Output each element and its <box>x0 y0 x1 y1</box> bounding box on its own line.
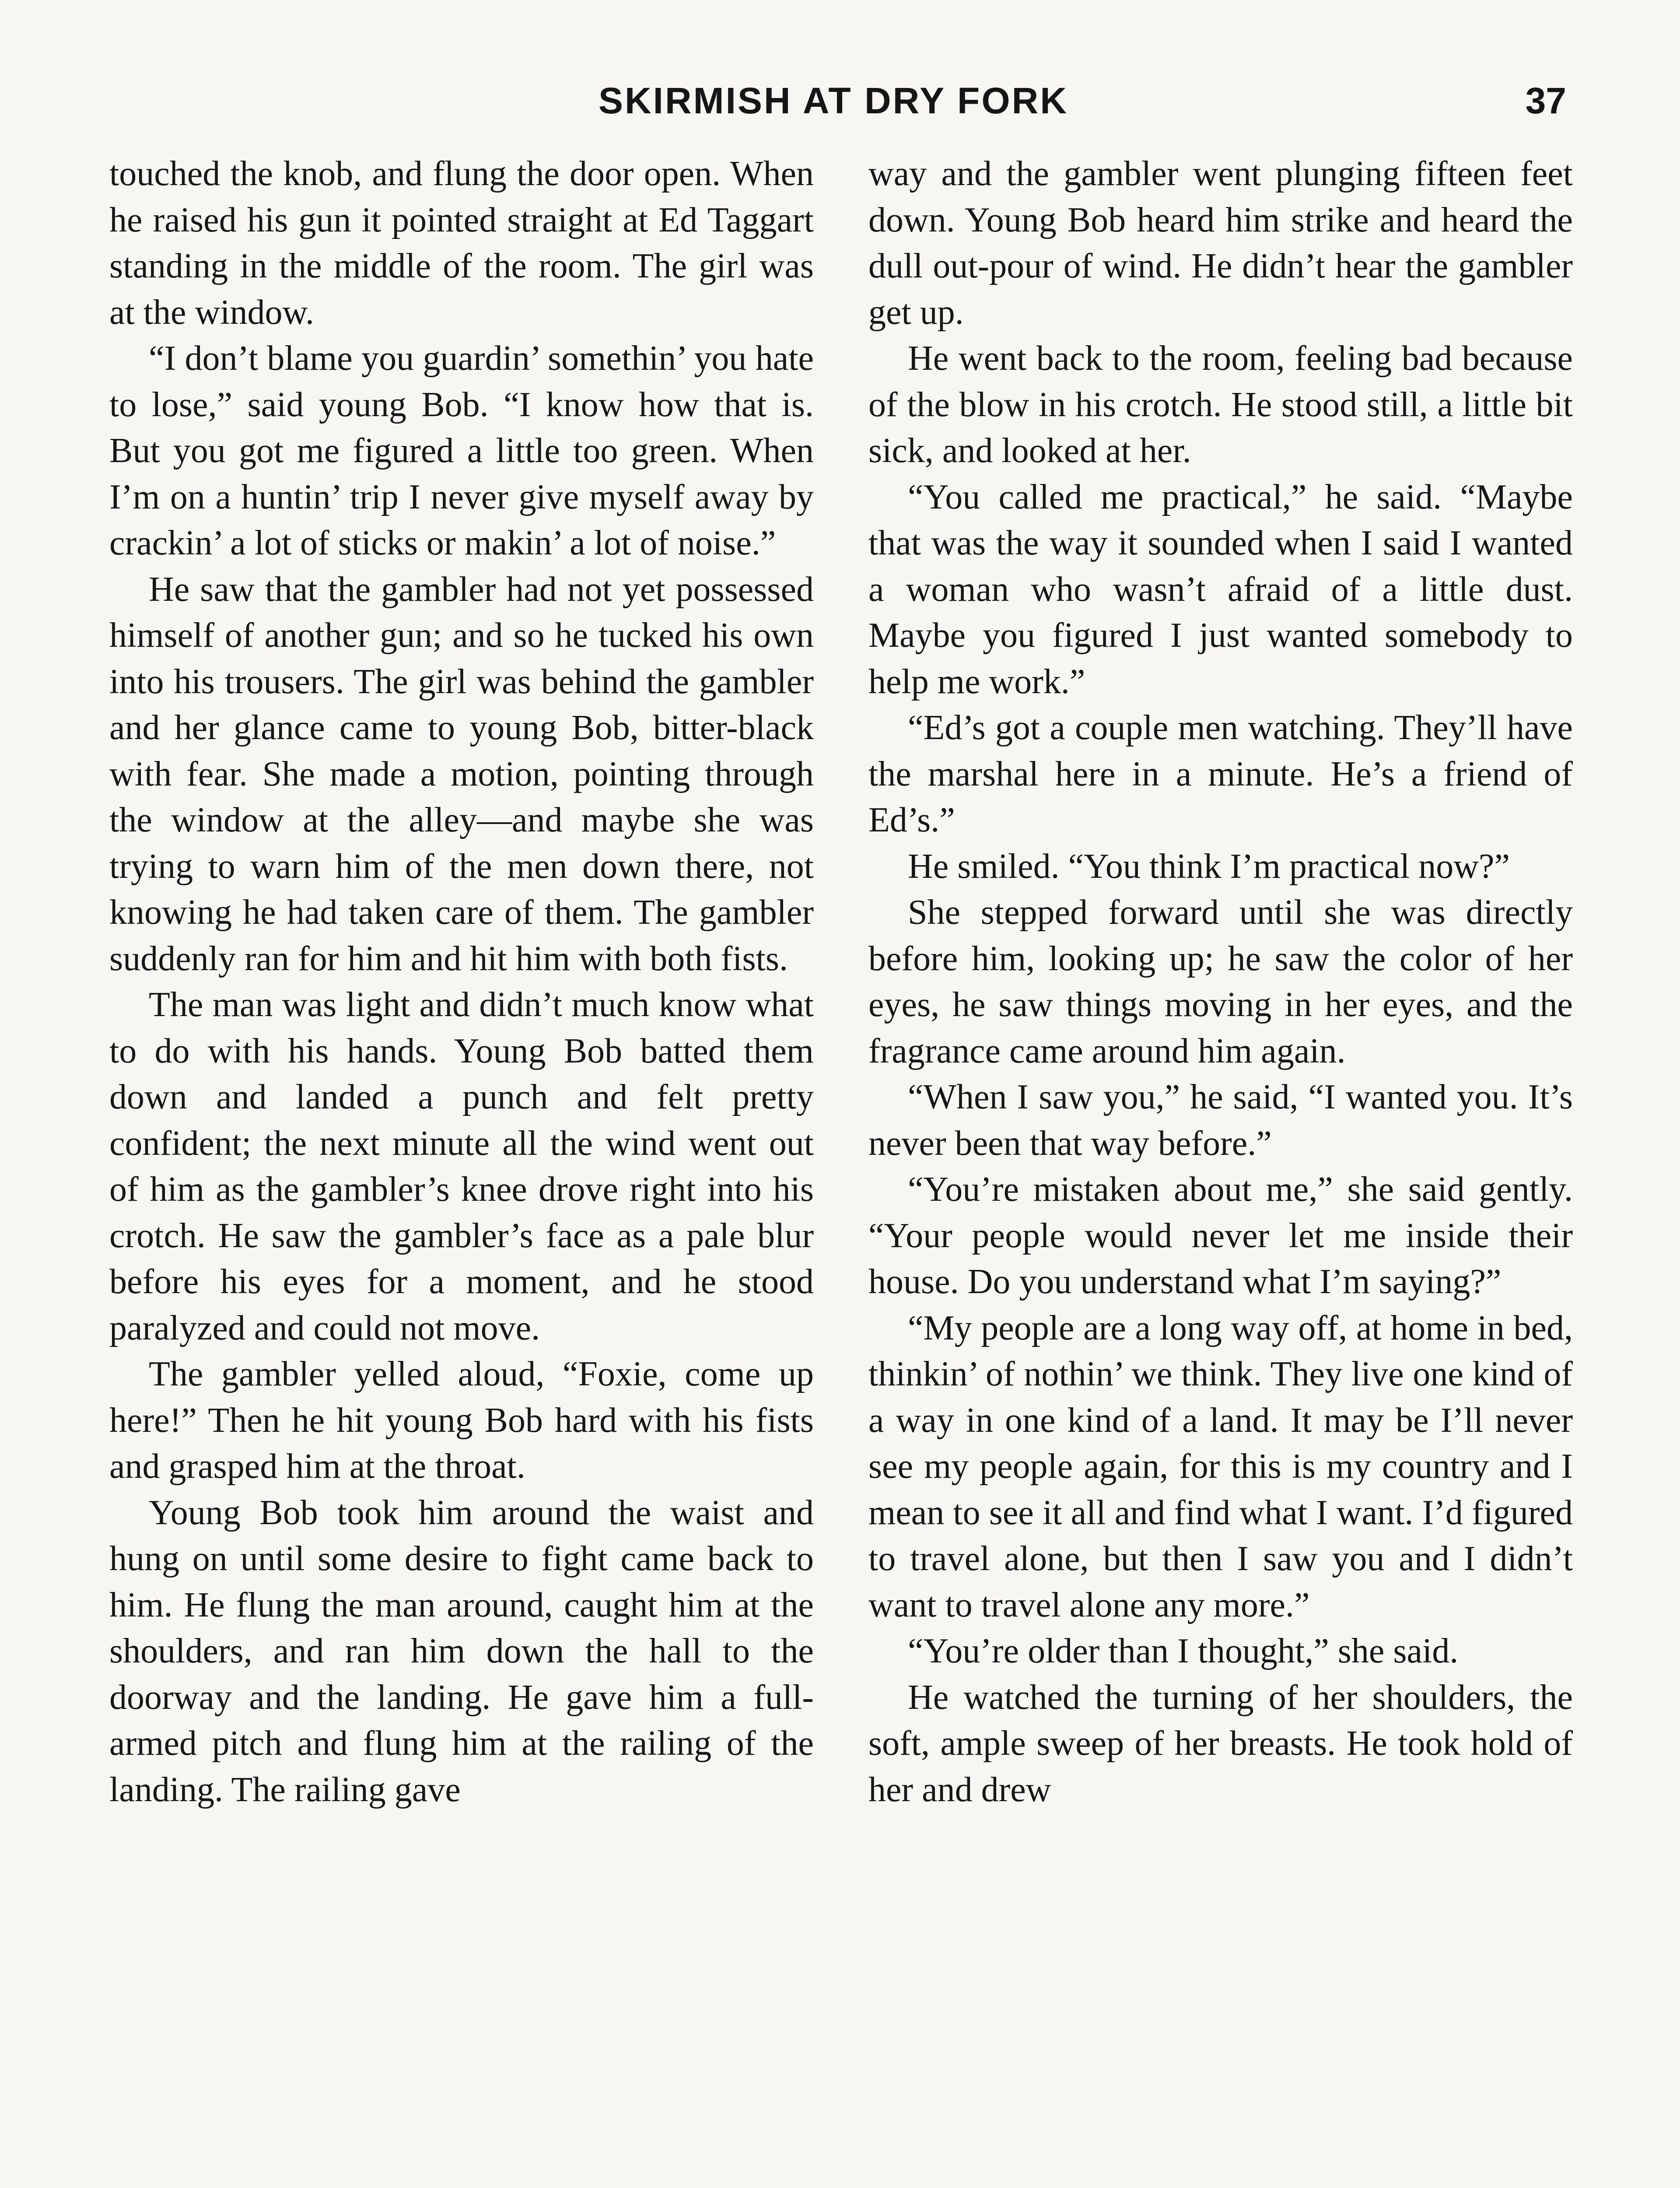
paragraph: He smiled. “You think I’m practical now?” <box>908 847 1510 886</box>
paragraph: He went back to the room, feeling bad because of the blow in his crotch. He stood still, a little bit sick, and looked at her. <box>868 339 1573 470</box>
paragraph: “Ed’s got a couple men watching. They’ll have the marshal here in a minute. He’s a friend of Ed’s.” <box>868 708 1573 839</box>
running-title: SKIRMISH AT DRY FORK <box>598 80 1068 121</box>
paragraph: “When I saw you,” he said, “I wanted you. It’s never been that way before.” <box>868 1078 1573 1163</box>
paragraph: The man was light and didn’t much know what to do with his hands. Young Bob batted them down and landed a punch and felt pretty confident; the next minute all the wind went out of him as the gambler’s knee drove right into his crotch. He saw the gambler’s face as a pale blur before his eyes for a moment, and he stood paralyzed and could not move. <box>109 985 814 1347</box>
paragraph: “You called me practical,” he said. “Maybe that was the way it sounded when I said I wanted a woman who wasn’t afraid of a little dust. Maybe you figured I just wanted somebody to help me work.” <box>868 477 1573 701</box>
paragraph: touched the knob, and flung the door open. When he raised his gun it pointed straight at Ed Taggart standing in the middle of the room. The girl was at the window. <box>109 154 814 332</box>
paragraph: “I don’t blame you guardin’ somethin’ you hate to lose,” said young Bob. “I know how that is. But you got me figured a little too green. When I’m on a huntin’ trip I never give myself away by crackin’ a lot of sticks or makin’ a lot of noise.” <box>109 339 814 562</box>
paragraph: She stepped forward until she was directly before him, looking up; he saw the color of her eyes, he saw things moving in her eyes, and the fragrance came around him again. <box>868 893 1573 1070</box>
page-number: 37 <box>1525 80 1566 121</box>
paragraph: “My people are a long way off, at home in bed, thinkin’ of nothin’ we think. They live one kind of a way in one kind of a land. It may be I’ll never see my people again, for this is my country and I mean to see it all and find what I want. I’d figured to travel alone, but then I saw you and I didn’t want to travel alone any more.” <box>868 1308 1573 1624</box>
paragraph: Young Bob took him around the waist and hung on until some desire to fight came back to him. He flung the man around, caught him at the shoulders, and ran him down the hall to the doorway and the landing. He gave him a full-armed pitch and flung him at the railing of the landing. The railing gave <box>109 1493 814 1809</box>
left-column <box>109 151 814 1813</box>
paragraph: “You’re mistaken about me,” she said gently. “Your people would never let me inside their house. Do you understand what I’m saying?” <box>868 1170 1573 1301</box>
page-header <box>101 70 1566 131</box>
paragraph: The gambler yelled aloud, “Foxie, come up here!” Then he hit young Bob hard with his fists and grasped him at the throat. <box>109 1355 814 1486</box>
paragraph: He watched the turning of her shoulders, the soft, ample sweep of her breasts. He took hold of her and drew <box>868 1678 1573 1809</box>
paragraph: way and the gambler went plunging fifteen feet down. Young Bob heard him strike and heard the dull out-pour of wind. He didn’t hear the gambler get up. <box>868 154 1573 332</box>
paragraph: He saw that the gambler had not yet possessed himself of another gun; and so he tucked his own into his trousers. The girl was behind the gambler and her glance came to young Bob, bitter-black with fear. She made a motion, pointing through the window at the alley—and maybe she was trying to warn him of the men down there, not knowing he had taken care of them. The gambler suddenly ran for him and hit him with both fists. <box>109 570 814 978</box>
right-column <box>868 151 1573 1813</box>
paragraph: “You’re older than I thought,” she said. <box>908 1632 1459 1670</box>
